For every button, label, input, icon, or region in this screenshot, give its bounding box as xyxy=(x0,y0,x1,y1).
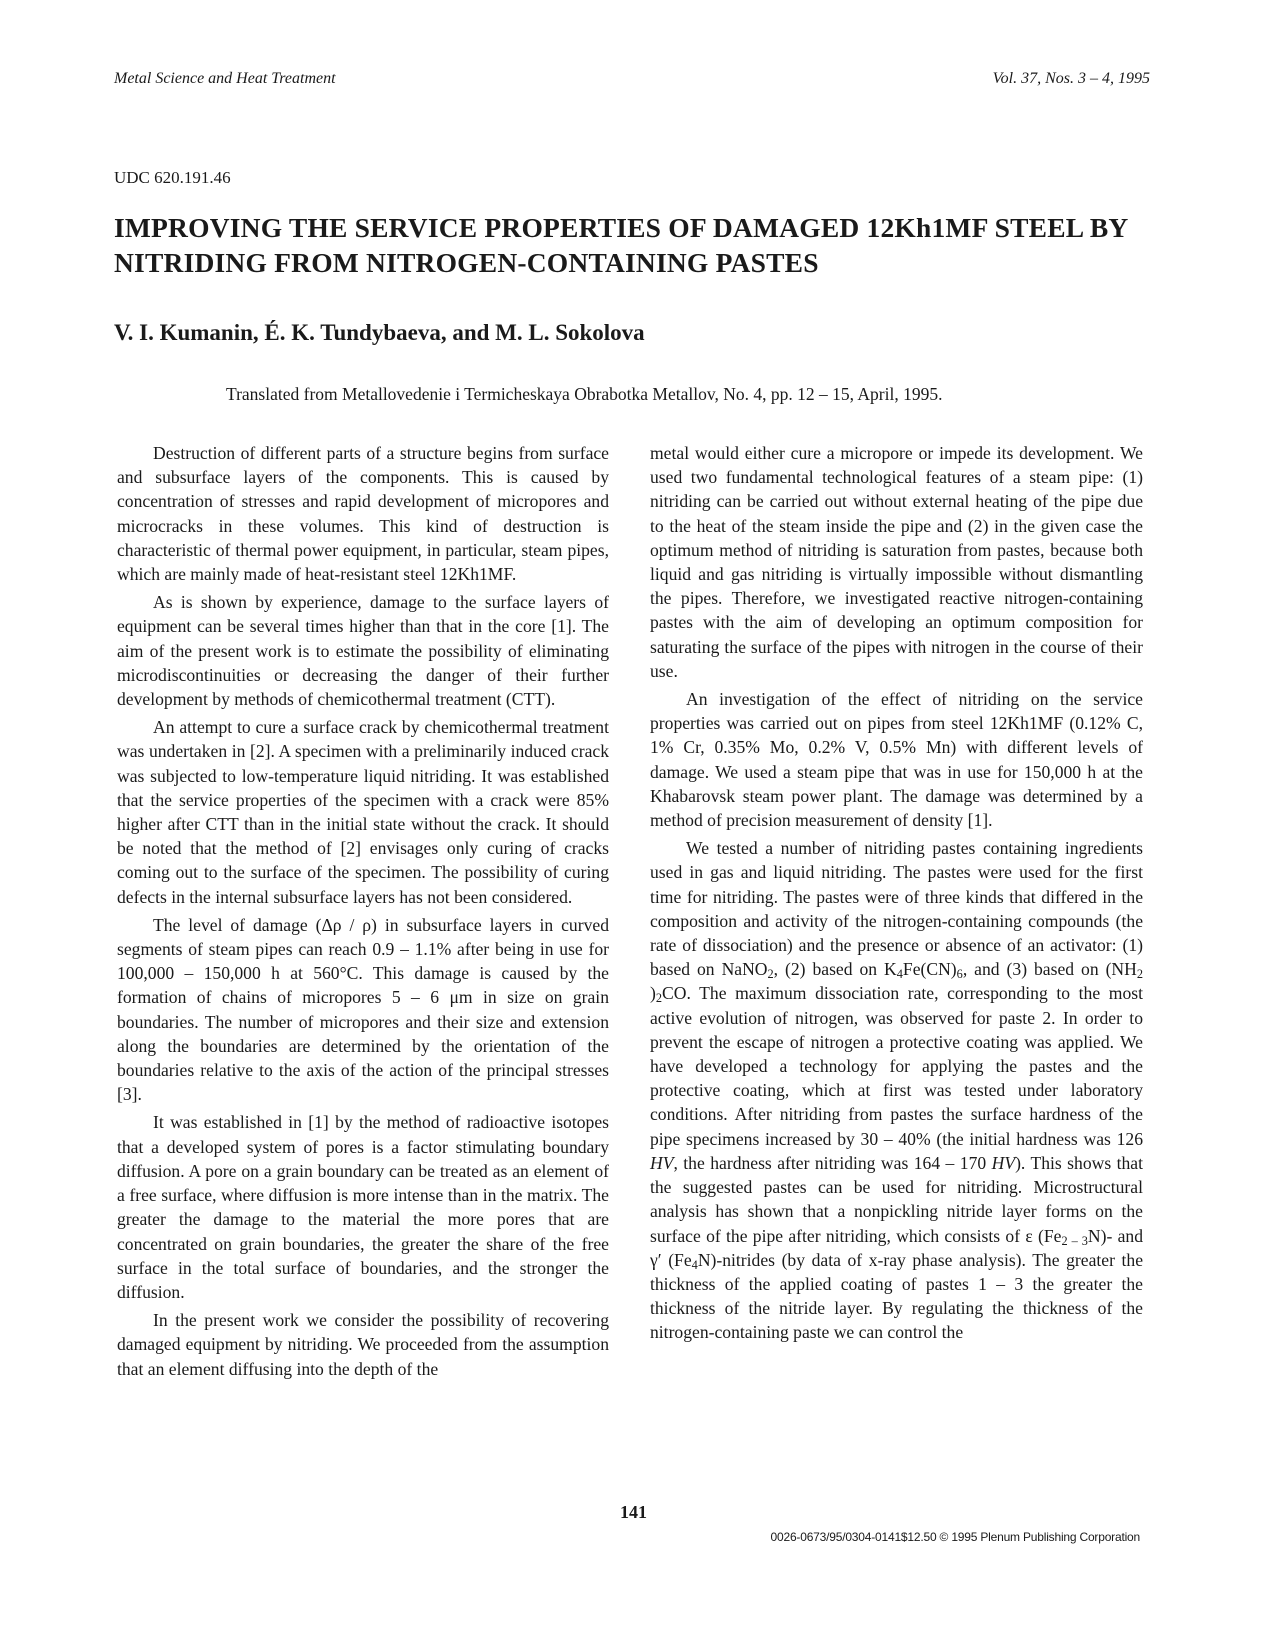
running-head xyxy=(114,70,1150,88)
paragraph: The level of damage (Δρ / ρ) in subsurface layers in curved segments of steam pipes can reach 0.9 – 1.1% after being in use for 100,000 – 150,000 h at 560°C. This damage is caused by the formation of chains of micropores 5 – 6 μm in size on grain boundaries. The number of micropores and their size and extension along the boundaries are determined by the orientation of the boundaries relative to the axis of the action of the principal stresses [3]. xyxy=(117,914,609,1105)
subscript: 6 xyxy=(956,967,963,982)
copyright-line: 0026-0673/95/0304-0141$12.50 © 1995 Plenum Publishing Corporation xyxy=(770,1530,1140,1544)
paragraph: In the present work we consider the possibility of recovering damaged equipment by nitriding. We proceeded from the assumption that an element diffusing into the depth of the xyxy=(117,1310,609,1379)
unit-italic: HV xyxy=(650,1152,674,1173)
text-run: We tested a number of nitriding pastes containing ingredients used in gas and liquid nitriding. The pastes were used for the first time for nitriding. The pastes were of three kinds that differed in the composition and activity of the nitrogen-containing compounds (the rate of dissociation) and the presence or absence of an activator: (1) based on NaNO xyxy=(650,838,1143,980)
text-run: Fe(CN) xyxy=(902,959,957,980)
text-run: , (2) based on K xyxy=(773,959,897,980)
text-run: N)- and γ′ (Fe xyxy=(650,1225,1143,1270)
paragraph: It was established in [1] by the method of radioactive isotopes that a developed system of pores is a factor stimulating boundary diffusion. A pore on a grain boundary can be treated as an element of a free surface, where diffusion is more intense than in the matrix. The greater the damage to the material the more pores that are concentrated on grain boundaries, the greater the share of the free surface in the total surface of boundaries, and the stronger the diffusion. xyxy=(117,1112,609,1302)
text-run: ) xyxy=(650,983,656,1004)
text-run: , and (3) based on (NH xyxy=(962,959,1137,980)
subscript: 4 xyxy=(896,967,903,982)
text-run: CO. The maximum dissociation rate, corresponding to the most active evolution of nitrogen, was observed for paste 2. In order to prevent the escape of nitrogen a protective coating was applied. We have developed a technology for applying the pastes and the protective coating, which at first was tested under laboratory conditions. After nitriding from pastes the surface hardness of the pipe specimens increased by 30 – 40% (the initial hardness was 126 xyxy=(650,983,1143,1149)
paragraph: Destruction of different parts of a structure begins from surface and subsurface layers of the components. This is caused by concentration of stresses and rapid development of micropores and microcracks in these volumes. This kind of destruction is characteristic of thermal power equipment, in particular, steam pipes, which are mainly made of heat-resistant steel 12Kh1MF. xyxy=(117,443,609,585)
journal-name: Metal Science and Heat Treatment xyxy=(114,70,336,87)
page-number: 141 xyxy=(620,1502,647,1522)
unit-italic: HV xyxy=(991,1152,1016,1173)
text-run: ). This shows that the suggested pastes can be used for nitriding. Microstructural analysis has shown that a nonpickling nitride layer forms on the surface of the pipe after nitriding, which consists of ε (Fe xyxy=(650,1152,1143,1246)
authors: V. I. Kumanin, É. K. Tundybaeva, and M. L. Sokolova xyxy=(114,320,645,345)
subscript: 2 – 3 xyxy=(1061,1233,1088,1248)
paragraph: An investigation of the effect of nitriding on the service properties was carried out on pipes from steel 12Kh1MF (0.12% C, 1% Cr, 0.35% Mo, 0.2% V, 0.5% Mn) with different levels of damage. We used a steam pipe that was in use for 150,000 h at the Khabarovsk steam power plant. The damage was determined by a method of precision measurement of density [1]. xyxy=(650,689,1143,831)
udc-code: UDC 620.191.46 xyxy=(114,168,231,187)
volume-info: Vol. 37, Nos. 3 – 4, 1995 xyxy=(992,70,1150,87)
text-run: N)-nitrides (by data of x-ray phase analysis). The greater the thickness of the applied coating of pastes 1 – 3 the greater the thickness of the nitride layer. By regulating the thickness of the nitrogen-containing paste we can control the xyxy=(650,1249,1144,1343)
left-column xyxy=(117,441,609,1385)
subscript: 2 xyxy=(767,967,774,982)
right-column xyxy=(650,441,1143,1349)
paragraph: An attempt to cure a surface crack by chemicothermal treatment was undertaken in [2]. A specimen with a preliminarily induced crack was subjected to low-temperature liquid nitriding. It was established that the service properties of the specimen with a crack were 85% higher after CTT than in the initial state without the crack. It should be noted that the method of [2] envisages only curing of cracks coming out to the surface of the specimen. The possibility of curing defects in the internal subsurface layers has not been considered. xyxy=(117,717,609,907)
subscript: 2 xyxy=(1136,967,1143,982)
paragraph xyxy=(650,836,1143,1344)
paragraph: As is shown by experience, damage to the surface layers of equipment can be several times higher than that in the core [1]. The aim of the present work is to estimate the possibility of eliminating microdiscontinuities or decreasing the danger of their further development by methods of chemicothermal treatment (CTT). xyxy=(117,592,609,710)
paragraph-continued: metal would either cure a micropore or impede its development. We used two fundamental technological features of a steam pipe: (1) nitriding can be carried out without external heating of the pipe due to the heat of the steam inside the pipe and (2) in the given case the optimum method of nitriding is saturation from pastes, because both liquid and gas nitriding is virtually impossible without dismantling the pipes. Therefore, we investigated reactive nitrogen-containing pastes with the aim of developing an optimum composition for saturating the surface of the pipes with nitrogen in the course of their use. xyxy=(650,443,1143,681)
text-run: , the hardness after nitriding was 164 – 170 xyxy=(673,1152,992,1173)
subscript: 2 xyxy=(655,991,663,1006)
article-title: IMPROVING THE SERVICE PROPERTIES OF DAMAGED 12Kh1MF STEEL BY NITRIDING FROM NITROGEN-CONTAINING PASTES xyxy=(114,212,1128,278)
subscript: 4 xyxy=(691,1257,698,1272)
translation-note: Translated from Metallovedenie i Termicheskaya Obrabotka Metallov, No. 4, pp. 12 – 15, April, 1995. xyxy=(226,384,943,404)
